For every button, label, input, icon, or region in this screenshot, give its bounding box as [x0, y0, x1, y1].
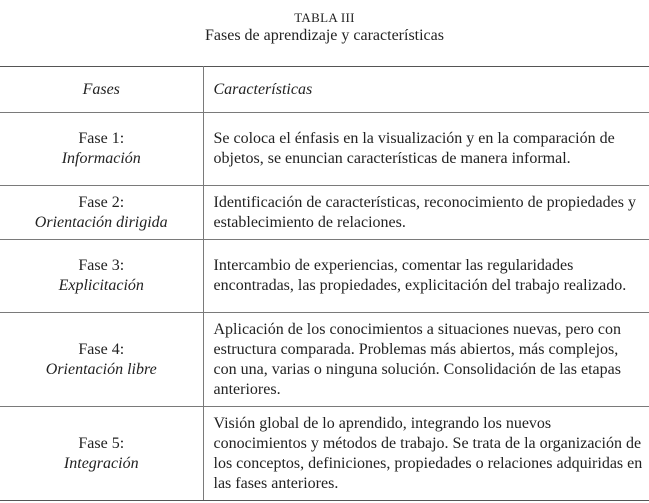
phase-description: Se coloca el énfasis en la visualización y en la comparación de objetos, se enuncian características de manera informal. [203, 113, 649, 186]
phase-number: Fase 1: [78, 130, 125, 147]
phase-number: Fase 5: [78, 434, 125, 452]
phase-cell [0, 240, 203, 313]
phase-cell [0, 407, 203, 501]
phase-name: Información [61, 150, 141, 167]
column-header-characteristics: Características [203, 67, 649, 113]
phase-description: Identificación de características, reconocimiento de propiedades y establecimiento de relaciones. [203, 186, 649, 240]
phase-cell [0, 313, 203, 407]
table-title: Fases de aprendizaje y características [205, 27, 444, 44]
phase-name: Integración [63, 454, 139, 472]
table-row [0, 407, 649, 501]
phase-name: Orientación libre [45, 360, 157, 378]
column-header-phases: Fases [0, 67, 203, 113]
table-header-row [0, 67, 649, 113]
phases-table [0, 66, 649, 501]
phase-name: Orientación dirigida [34, 213, 168, 231]
phase-description: Visión global de lo aprendido, integrando los nuevos conocimientos y métodos de trabajo. Se trata de la organización de los conceptos, definiciones, propiedades o relaciones adquiridas en las fases anteriores. [203, 407, 649, 501]
table-caption [0, 0, 649, 46]
phase-cell [0, 113, 203, 186]
phase-number: Fase 2: [78, 193, 125, 211]
phase-name: Explicitación [58, 277, 144, 294]
table-row [0, 313, 649, 407]
phase-cell [0, 186, 203, 240]
phase-description: Aplicación de los conocimientos a situaciones nuevas, pero con estructura comparada. Problemas más abiertos, más complejos, con una, varias o ninguna solución. Consolidación de las etapas anteriores. [203, 313, 649, 407]
table-label: TABLA III [294, 10, 355, 25]
table-row [0, 113, 649, 186]
phase-number: Fase 4: [78, 340, 125, 358]
table-row [0, 186, 649, 240]
phase-number: Fase 3: [78, 257, 125, 274]
phase-description: Intercambio de experiencias, comentar las regularidades encontradas, las propiedades, explicitación del trabajo realizado. [203, 240, 649, 313]
table-row [0, 240, 649, 313]
